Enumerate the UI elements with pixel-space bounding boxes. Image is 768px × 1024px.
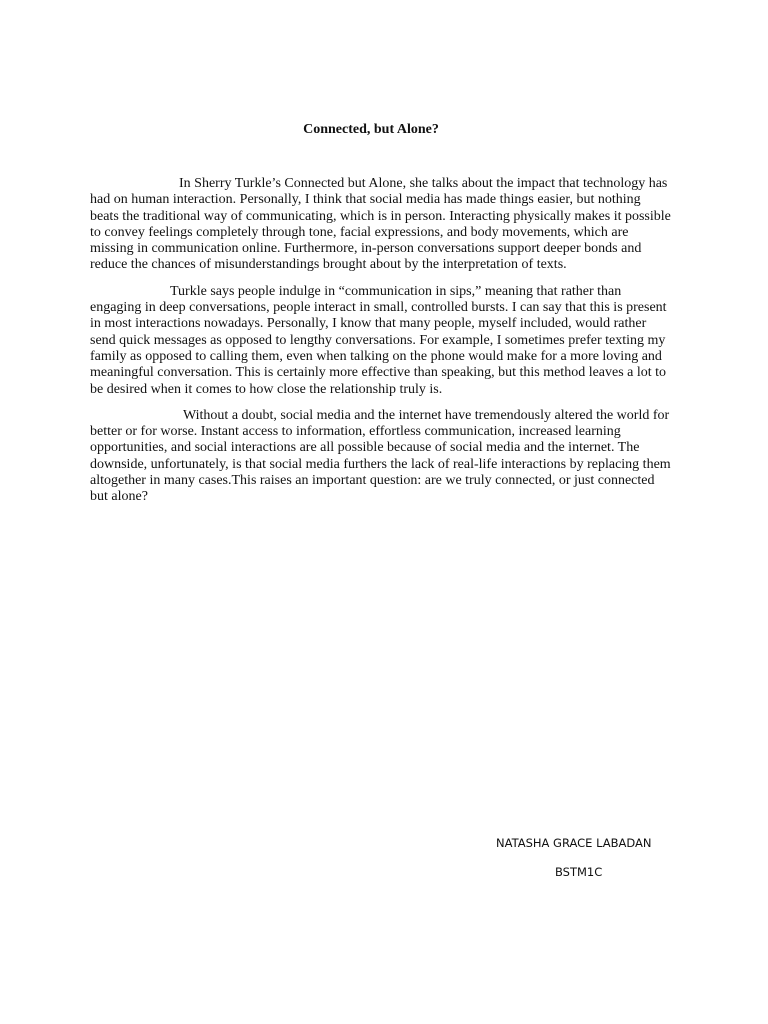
document-body xyxy=(90,176,672,516)
paragraph-1: In Sherry Turkle’s Connected but Alone, she talks about the impact that technology has had on human interaction. Personally, I think that social media has made things easier, but nothing beats the traditional way of communicating, which is in person. Interacting physically makes it possible to convey feelings completely through tone, facial expressions, and body movements, which are missing in communication online. Furthermore, in-person conversations support deeper bonds and reduce the chances of misunderstandings brought about by the interpretation of texts. xyxy=(90,176,671,273)
document-title: Connected, but Alone? xyxy=(303,122,439,137)
author-section: BSTM1C xyxy=(555,865,603,879)
paragraph-2: Turkle says people indulge in “communication in sips,” meaning that rather than engaging in deep conversations, people interact in small, controlled bursts. I can say that this is present in most interactions nowadays. Personally, I know that many people, myself included, would rather send quick messages as opposed to lengthy conversations. For example, I sometimes prefer texting my family as opposed to calling them, even when talking on the phone would make for a more loving and meaningful conversation. This is certainly more effective than speaking, but this method leaves a lot to be desired when it comes to how close the relationship truly is. xyxy=(90,283,667,397)
paragraph-3: Without a doubt, social media and the internet have tremendously altered the world for better or for worse. Instant access to information, effortless communication, increased learning opportunities, and social interactions are all possible because of social media and the internet. The downside, unfortunately, is that social media furthers the lack of real-life interactions by replacing them altogether in many cases.This raises an important question: are we truly connected, or just connected but alone? xyxy=(90,407,671,505)
author-name: NATASHA GRACE LABADAN xyxy=(496,836,652,850)
